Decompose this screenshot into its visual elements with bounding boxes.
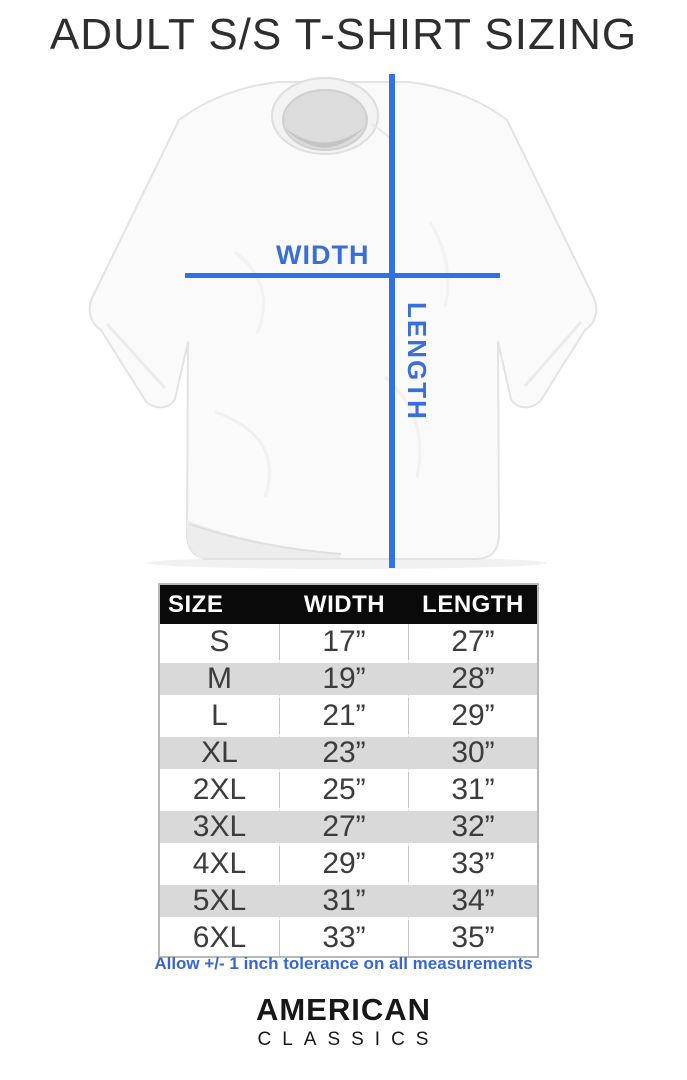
size-cell: 4XL <box>160 846 280 882</box>
length-cell: 35” <box>451 921 495 954</box>
size-cell: XL <box>160 734 280 772</box>
width-cell: 29” <box>280 846 409 882</box>
width-cell: 23” <box>280 734 409 772</box>
header-width: WIDTH <box>280 585 409 624</box>
table-header-row <box>160 585 537 624</box>
tolerance-note: Allow +/- 1 inch tolerance on all measurements <box>154 954 533 973</box>
size-cell: L <box>160 698 280 734</box>
width-cell: 27” <box>280 808 409 846</box>
table-row <box>160 808 537 846</box>
table-body <box>160 624 537 956</box>
width-cell: 25” <box>280 772 409 808</box>
tshirt-photo <box>85 72 605 572</box>
table-row <box>160 698 537 734</box>
width-cell: 21” <box>280 698 409 734</box>
size-cell: S <box>160 624 280 660</box>
length-cell: 28” <box>409 660 537 698</box>
size-cell: 2XL <box>160 772 280 808</box>
table-row <box>160 882 537 920</box>
table-row <box>160 920 537 956</box>
size-cell: 6XL <box>160 920 280 956</box>
length-cell: 33” <box>451 847 495 880</box>
length-cell: 30” <box>409 734 537 772</box>
length-cell: 31” <box>451 773 495 806</box>
length-label: LENGTH <box>402 302 432 421</box>
tshirt-diagram <box>85 72 605 572</box>
table-row <box>160 734 537 772</box>
size-chart-table <box>158 583 539 958</box>
brand-name: AMERICAN <box>255 992 432 1027</box>
brand-subname: CLASSICS <box>257 1029 440 1050</box>
table-row <box>160 772 537 808</box>
size-cell: 3XL <box>160 808 280 846</box>
header-size: SIZE <box>160 585 280 624</box>
length-measure-line <box>389 74 395 568</box>
width-label: WIDTH <box>276 240 370 270</box>
header-length: LENGTH <box>409 585 537 624</box>
width-measure-line <box>185 273 500 278</box>
width-cell: 31” <box>280 882 409 920</box>
table-row <box>160 624 537 660</box>
width-cell: 17” <box>280 624 409 660</box>
table-row <box>160 846 537 882</box>
length-cell: 32” <box>409 808 537 846</box>
table-row <box>160 660 537 698</box>
size-cell: 5XL <box>160 882 280 920</box>
brand-logo <box>0 994 687 1051</box>
size-cell: M <box>160 660 280 698</box>
length-cell: 34” <box>409 882 537 920</box>
width-cell: 33” <box>280 920 409 956</box>
length-cell: 27” <box>451 625 495 658</box>
width-cell: 19” <box>280 660 409 698</box>
length-cell: 29” <box>451 699 495 732</box>
page-title: ADULT S/S T-SHIRT SIZING <box>49 10 638 59</box>
